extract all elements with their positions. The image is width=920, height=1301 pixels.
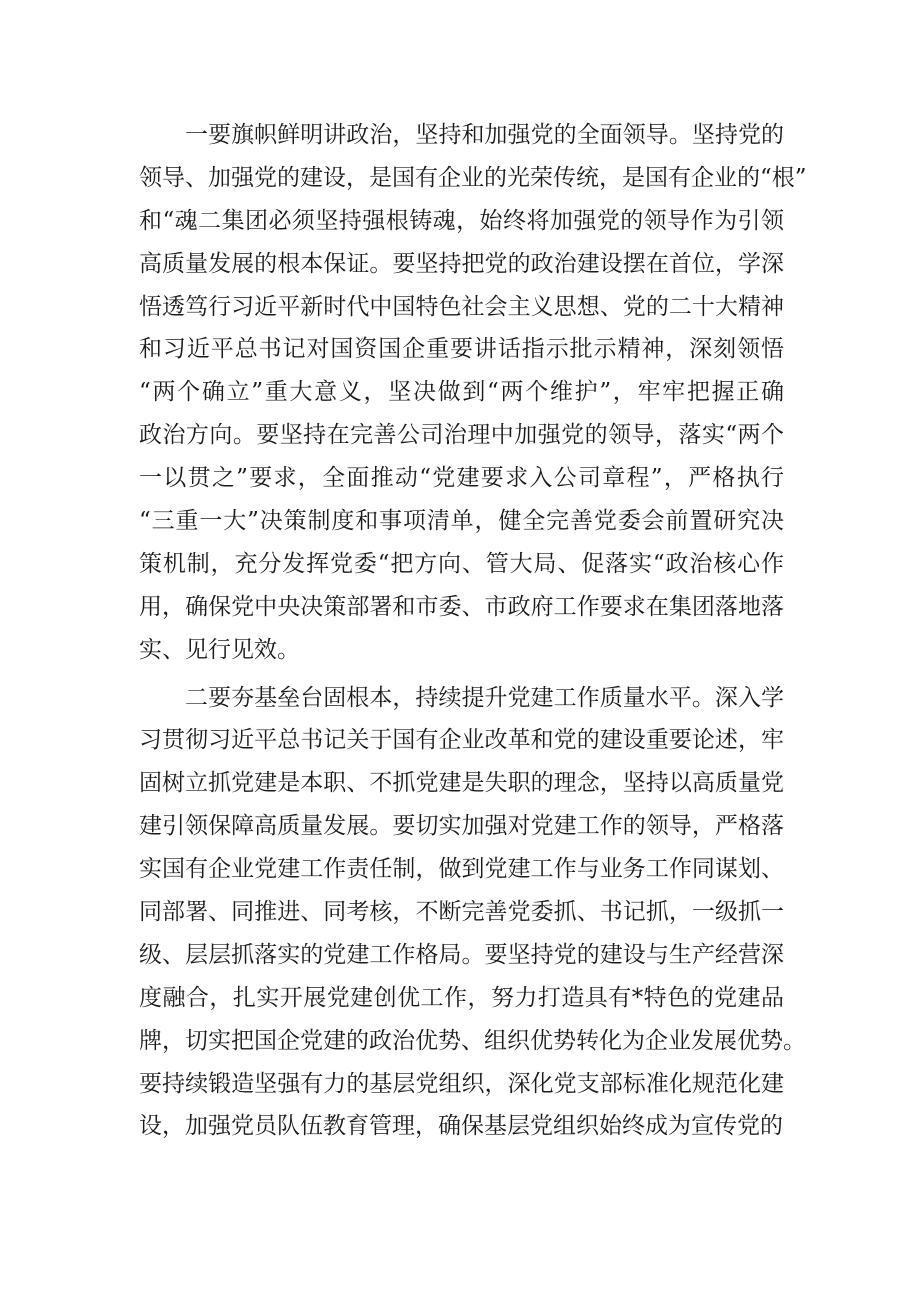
text-line: 高质量发展的根本保证。要坚持把党的政治建设摆在首位，学深 — [139, 250, 784, 277]
text-line: 要持续锻造坚强有力的基层党组织，深化党支部标准化规范化建 — [139, 1070, 784, 1097]
text-line: 级、层层抓落实的党建工作格局。要坚持党的建设与生产经营深 — [139, 941, 784, 968]
text-line: 建引领保障高质量发展。要切实加强对党建工作的领导，严格落 — [139, 813, 784, 840]
text-line: 牌，切实把国企党建的政治优势、组织优势转化为企业发展优势。 — [139, 1027, 806, 1054]
text-line: 同部署、同推进、同考核，不断完善党委抓、书记抓，一级抓一 — [139, 899, 784, 926]
text-line: 领导、加强党的建设，是国有企业的光荣传统，是国有企业的“根” — [139, 164, 807, 191]
text-line: 和习近平总书记对国资国企重要讲话指示批示精神，深刻领悟 — [139, 336, 784, 363]
body-text — [139, 114, 807, 1148]
paragraph-2 — [139, 677, 806, 1149]
text-line: 用，确保党中央决策部署和市委、市政府工作要求在集团落地落 — [139, 593, 784, 620]
text-line: 固树立抓党建是本职、不抓党建是失职的理念，坚持以高质量党 — [139, 770, 784, 797]
text-line: 一以贯之”要求，全面推动“党建要求入公司章程”，严格执行 — [139, 465, 784, 492]
text-line: 实、见行见效。 — [139, 636, 300, 663]
text-line: 悟透笃行习近平新时代中国特色社会主义思想、党的二十大精神 — [139, 293, 784, 320]
text-line: 政治方向。要坚持在完善公司治理中加强党的领导，落实“两个 — [139, 422, 784, 449]
text-line: 二要夯基垒台固根本，持续提升党建工作质量水平。深入学 — [185, 684, 784, 711]
text-line: “两个确立”重大意义，坚决做到“两个维护”，牢牢把握正确 — [139, 379, 784, 406]
text-line: 和“魂二集团必须坚持强根铸魂，始终将加强党的领导作为引领 — [139, 207, 784, 234]
text-line: 习贯彻习近平总书记关于国有企业改革和党的建设重要论述，牢 — [139, 727, 784, 754]
text-line: 设，加强党员队伍教育管理，确保基层党组织始终成为宣传党的 — [139, 1113, 783, 1140]
text-line: 一要旗帜鲜明讲政治，坚持和加强党的全面领导。坚持党的 — [185, 122, 784, 148]
text-line: 度融合，扎实开展党建创优工作，努力打造具有*特色的党建品 — [139, 984, 784, 1011]
text-line: 实国有企业党建工作责任制，做到党建工作与业务工作同谋划、 — [139, 856, 784, 883]
text-line: 策机制，充分发挥党委“把方向、管大局、促落实“政治核心作 — [139, 550, 784, 577]
text-line: “三重一大”决策制度和事项清单，健全完善党委会前置研究决 — [139, 508, 784, 535]
paragraph-1 — [139, 114, 807, 672]
